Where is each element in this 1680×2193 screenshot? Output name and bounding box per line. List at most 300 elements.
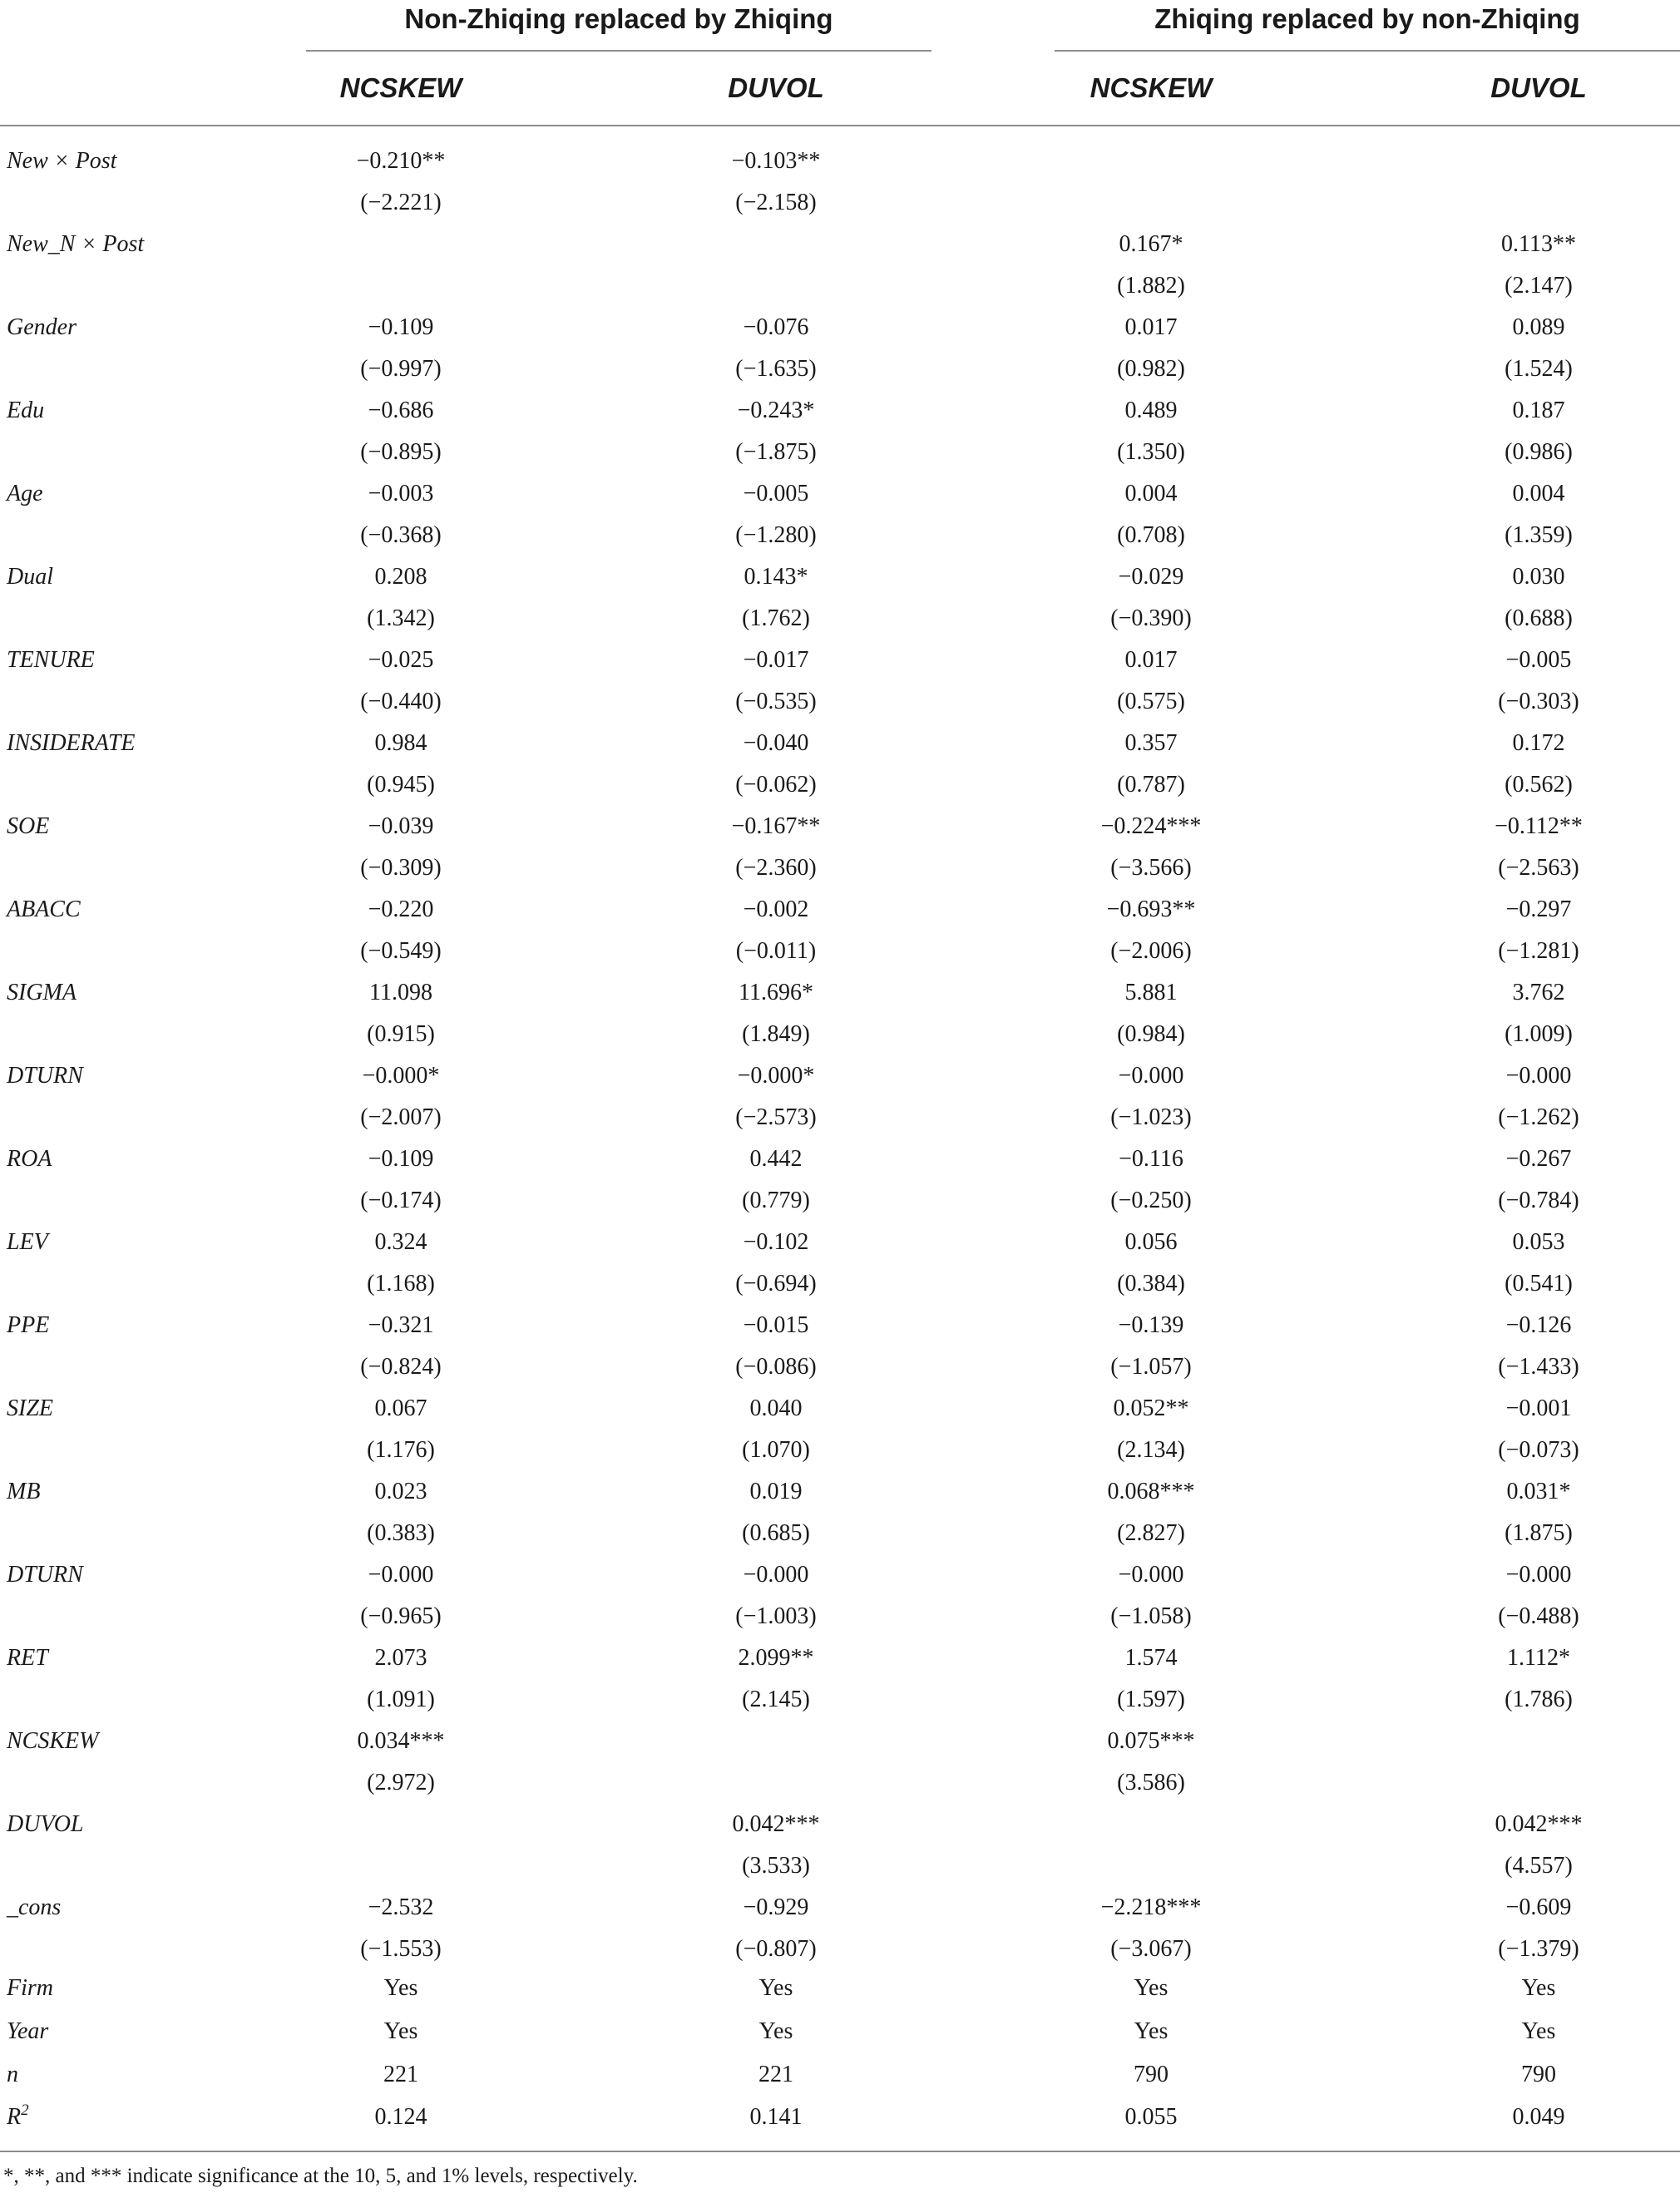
tstat-cell: (−0.174) (360, 1188, 442, 1213)
row-label-text: ROA (7, 1146, 52, 1172)
row-label-text: DTURN (7, 1562, 83, 1588)
value-cell: 0.143* (744, 564, 808, 590)
tstat-row (0, 764, 1680, 806)
tstat-cell: (−0.535) (735, 689, 817, 714)
group-header-non-zhiqing-replaced: Non-Zhiqing replaced by Zhiqing (404, 3, 833, 34)
value-cell: −0.112** (1495, 813, 1583, 839)
value-cell: 0.141 (749, 2104, 803, 2130)
value-cell: 11.696* (739, 980, 813, 1005)
value-cell: 0.034*** (357, 1728, 445, 1754)
value-cell: 0.052** (1113, 1395, 1189, 1421)
tstat-cell: (−0.807) (735, 1936, 817, 1962)
tstat-row (0, 931, 1680, 972)
tstat-row (0, 1845, 1680, 1887)
row-label-text: INSIDERATE (7, 730, 136, 756)
tstat-cell: (3.586) (1117, 1770, 1185, 1795)
value-cell: −0.116 (1119, 1146, 1183, 1172)
row-label (7, 1804, 84, 1845)
tstat-row (0, 1180, 1680, 1222)
value-cell (268, 1804, 534, 1845)
value-cell: −0.000 (743, 1562, 809, 1588)
tstat-cell: (3.533) (742, 1853, 810, 1879)
value-cell: 0.049 (1512, 2104, 1565, 2130)
tstat-cell: (−1.003) (735, 1603, 817, 1629)
value-cell: −0.243* (737, 398, 815, 423)
coefficient-row (0, 1055, 1680, 1097)
row-label-text: Year (7, 2018, 49, 2044)
value-cell: 0.357 (1124, 730, 1178, 756)
tstat-cell: (0.984) (1117, 1021, 1185, 1047)
value-cell: −0.039 (368, 813, 434, 839)
tstat-row (0, 1929, 1680, 1970)
tstat-cell: (−0.440) (360, 689, 442, 714)
tstat-cell: (1.342) (367, 605, 435, 631)
value-cell: −0.000* (362, 1063, 440, 1089)
value-cell (268, 224, 534, 265)
tstat-cell: (−0.965) (360, 1603, 442, 1629)
tstat-cell: (1.597) (1117, 1687, 1185, 1712)
group-rule-left (306, 50, 931, 52)
row-label (7, 2097, 29, 2138)
tstat-cell: (−2.221) (360, 190, 442, 215)
value-cell: 0.004 (1124, 481, 1178, 506)
tstat-cell: (−2.563) (1498, 855, 1579, 881)
tstat-row (0, 1430, 1680, 1471)
value-cell: 0.056 (1124, 1229, 1178, 1255)
row-label (7, 1138, 52, 1180)
tstat-cell: (−0.368) (360, 522, 442, 548)
tstat-cell: (−3.566) (1110, 855, 1192, 881)
coefficient-row (0, 141, 1680, 182)
row-label-text: MB (7, 1479, 41, 1504)
row-label (7, 141, 116, 182)
row-label-text: R (7, 2104, 22, 2130)
value-cell: −0.000 (1118, 1562, 1184, 1588)
tstat-row (0, 1263, 1680, 1305)
value-cell: −0.102 (743, 1229, 809, 1255)
tstat-cell: (0.384) (1117, 1271, 1185, 1297)
value-cell: 1.112* (1507, 1645, 1570, 1671)
summary-row (0, 2054, 1680, 2096)
value-cell: −0.000 (1505, 1562, 1572, 1588)
value-cell: 0.030 (1512, 564, 1565, 590)
tstat-cell: (−0.694) (735, 1271, 817, 1297)
tstat-cell: (4.557) (1505, 1853, 1573, 1879)
value-cell: 0.023 (374, 1479, 427, 1504)
row-label (7, 1637, 48, 1679)
value-cell (643, 224, 909, 265)
tstat-cell: (1.350) (1117, 439, 1185, 465)
tstat-cell: (−1.262) (1498, 1104, 1579, 1130)
value-cell: 0.324 (374, 1229, 427, 1255)
value-cell: −0.000 (1118, 1063, 1184, 1089)
coefficient-row (0, 723, 1680, 764)
row-label (7, 1471, 40, 1513)
tstat-row (0, 182, 1680, 224)
value-cell: −0.015 (743, 1312, 809, 1338)
row-label-text: _cons (7, 1894, 62, 1920)
row-label (7, 556, 53, 598)
tstat-cell: (−1.023) (1110, 1104, 1192, 1130)
value-cell: 0.075*** (1107, 1728, 1195, 1754)
group-rule-right (1055, 50, 1680, 52)
value-cell: Yes (758, 2018, 793, 2044)
value-cell: −0.109 (368, 1146, 434, 1172)
value-cell: −0.000 (1505, 1063, 1572, 1089)
tstat-cell: (−2.573) (735, 1104, 817, 1130)
tstat-cell: (1.524) (1505, 356, 1573, 382)
row-label (7, 806, 49, 847)
tstat-row (0, 432, 1680, 473)
tstat-cell (643, 265, 909, 307)
row-label-text: DTURN (7, 1063, 83, 1089)
tstat-cell: (−0.997) (360, 356, 442, 382)
significance-note: *, **, and *** indicate significance at the 10, 5, and 1% levels, respectively. (3, 2165, 638, 2187)
coefficient-row (0, 889, 1680, 931)
value-cell: 2.073 (374, 1645, 427, 1671)
coefficient-row (0, 972, 1680, 1014)
tstat-cell: (1.009) (1505, 1021, 1573, 1047)
tstat-row (0, 348, 1680, 390)
tstat-cell: (1.762) (742, 605, 810, 631)
value-cell: 0.489 (1124, 398, 1178, 423)
row-label (7, 2011, 48, 2052)
row-label (7, 1055, 83, 1097)
tstat-cell: (−0.011) (735, 938, 817, 964)
value-cell (1406, 141, 1672, 182)
row-label (7, 1305, 49, 1346)
coefficient-row (0, 390, 1680, 432)
tstat-row (0, 681, 1680, 723)
tstat-row (0, 847, 1680, 889)
tstat-cell: (−1.635) (735, 356, 817, 382)
tstat-cell: (−0.073) (1498, 1437, 1579, 1463)
value-cell: −0.109 (368, 314, 434, 340)
tstat-cell: (−1.875) (735, 439, 817, 465)
value-cell: 0.124 (374, 2104, 427, 2130)
value-cell: 0.004 (1512, 481, 1565, 506)
value-cell: 790 (1134, 2062, 1169, 2087)
row-label-text: Age (7, 481, 43, 506)
tstat-cell: (−1.553) (360, 1936, 442, 1962)
tstat-row (0, 1762, 1680, 1804)
tstat-cell: (0.685) (742, 1520, 810, 1546)
row-label-text: n (7, 2062, 18, 2087)
value-cell: −2.218*** (1100, 1894, 1202, 1920)
column-header-duvol-2: DUVOL (1490, 72, 1587, 103)
value-cell: −0.103** (731, 148, 821, 174)
tstat-cell (1018, 1845, 1284, 1887)
value-cell: −0.003 (368, 481, 434, 506)
tstat-cell: (2.145) (742, 1687, 810, 1712)
value-cell: Yes (1134, 1975, 1169, 2001)
value-cell: −0.693** (1106, 896, 1196, 922)
value-cell: 5.881 (1124, 980, 1178, 1005)
tstat-row (0, 598, 1680, 640)
row-label-text: SIZE (7, 1395, 53, 1421)
value-cell: −2.532 (368, 1894, 434, 1920)
row-label (7, 1554, 83, 1596)
value-cell: −0.025 (368, 647, 434, 673)
value-cell: Yes (1521, 2018, 1556, 2044)
row-label-text: SOE (7, 813, 50, 839)
row-label (7, 2054, 18, 2096)
value-cell: 0.053 (1512, 1229, 1565, 1255)
coefficient-row (0, 473, 1680, 515)
row-label (7, 473, 43, 515)
value-cell: −0.267 (1505, 1146, 1572, 1172)
tstat-cell: (−0.086) (735, 1354, 817, 1380)
value-cell: −0.167** (731, 813, 821, 839)
tstat-cell (1406, 182, 1672, 224)
tstat-cell: (1.168) (367, 1271, 435, 1297)
row-label-text: LEV (7, 1229, 48, 1255)
tstat-cell: (1.875) (1505, 1520, 1573, 1546)
tstat-cell: (0.562) (1505, 772, 1573, 798)
value-cell: 0.017 (1124, 647, 1178, 673)
row-label-text: RET (7, 1645, 48, 1671)
column-header-duvol-1: DUVOL (728, 72, 824, 103)
tstat-cell: (−0.390) (1110, 605, 1192, 631)
tstat-cell: (−1.058) (1110, 1603, 1192, 1629)
row-label-text: TENURE (7, 647, 95, 673)
value-cell: 0.042*** (732, 1811, 820, 1837)
value-cell: −0.609 (1505, 1894, 1572, 1920)
value-cell: 2.099** (738, 1645, 814, 1671)
row-label-text: ABACC (7, 896, 81, 922)
coefficient-row (0, 307, 1680, 348)
row-label-superscript: 2 (21, 2102, 29, 2119)
coefficient-row (0, 1471, 1680, 1513)
tstat-cell: (0.575) (1117, 689, 1185, 714)
tstat-cell: (1.849) (742, 1021, 810, 1047)
value-cell: −0.000* (737, 1063, 815, 1089)
row-label (7, 1222, 48, 1263)
value-cell: 11.098 (369, 980, 432, 1005)
value-cell (1018, 141, 1284, 182)
value-cell: −0.126 (1505, 1312, 1572, 1338)
row-label (7, 723, 136, 764)
value-cell: 0.089 (1512, 314, 1565, 340)
tstat-cell: (1.359) (1505, 522, 1573, 548)
tstat-cell: (1.070) (742, 1437, 810, 1463)
value-cell: 0.442 (749, 1146, 803, 1172)
row-label (7, 972, 77, 1014)
tstat-cell: (−0.549) (360, 938, 442, 964)
tstat-cell (1018, 182, 1284, 224)
value-cell: −0.005 (743, 481, 809, 506)
tstat-cell: (−1.281) (1498, 938, 1579, 964)
tstat-cell: (0.986) (1505, 439, 1573, 465)
tstat-row (0, 1679, 1680, 1721)
value-cell: 0.068*** (1107, 1479, 1195, 1504)
row-label (7, 1968, 53, 2009)
tstat-row (0, 1014, 1680, 1055)
row-label-text: PPE (7, 1312, 50, 1338)
tstat-cell (268, 1845, 534, 1887)
summary-row (0, 2097, 1680, 2138)
row-label (7, 224, 144, 265)
tstat-cell: (0.945) (367, 772, 435, 798)
tstat-cell: (0.708) (1117, 522, 1185, 548)
tstat-cell: (0.383) (367, 1520, 435, 1546)
tstat-cell: (0.787) (1117, 772, 1185, 798)
row-label (7, 640, 95, 681)
value-cell: 0.040 (749, 1395, 803, 1421)
row-label-text: Gender (7, 314, 77, 340)
value-cell: 0.055 (1124, 2104, 1178, 2130)
tstat-row (0, 1513, 1680, 1554)
value-cell: Yes (1521, 1975, 1556, 2001)
row-label-text: SIGMA (7, 980, 77, 1005)
value-cell: 0.187 (1512, 398, 1565, 423)
tstat-cell: (1.176) (367, 1437, 435, 1463)
value-cell: −0.686 (368, 398, 434, 423)
tstat-row (0, 1346, 1680, 1388)
tstat-cell (268, 265, 534, 307)
row-label-text: New_N × Post (7, 231, 145, 257)
value-cell: 0.019 (749, 1479, 803, 1504)
value-cell: 0.042*** (1495, 1811, 1583, 1837)
tstat-cell: (−1.433) (1498, 1354, 1579, 1380)
tstat-cell: (1.882) (1117, 273, 1185, 299)
value-cell: −0.220 (368, 896, 434, 922)
tstat-cell: (−2.007) (360, 1104, 442, 1130)
row-label-text: NCSKEW (7, 1728, 99, 1754)
tstat-cell: (−0.895) (360, 439, 442, 465)
tstat-cell: (−1.280) (735, 522, 817, 548)
value-cell: 0.172 (1512, 730, 1565, 756)
coefficient-row (0, 640, 1680, 681)
tstat-cell: (−0.303) (1498, 689, 1579, 714)
tstat-cell: (0.982) (1117, 356, 1185, 382)
value-cell: 0.167* (1119, 231, 1183, 257)
value-cell: 1.574 (1124, 1645, 1178, 1671)
tstat-cell: (0.779) (742, 1188, 810, 1213)
tstat-row (0, 515, 1680, 556)
value-cell: −0.224*** (1100, 813, 1202, 839)
row-label-text: Dual (7, 564, 53, 590)
tstat-cell: (−0.250) (1110, 1188, 1192, 1213)
value-cell: −0.139 (1118, 1312, 1184, 1338)
coefficient-row (0, 1305, 1680, 1346)
value-cell: −0.321 (368, 1312, 434, 1338)
value-cell: 0.984 (374, 730, 427, 756)
row-label (7, 390, 44, 432)
value-cell: 0.017 (1124, 314, 1178, 340)
value-cell: −0.002 (743, 896, 809, 922)
bottom-rule (0, 2151, 1680, 2152)
value-cell: −0.210** (356, 148, 446, 174)
tstat-cell: (−1.379) (1498, 1936, 1579, 1962)
tstat-cell (1406, 1762, 1672, 1804)
coefficient-row (0, 556, 1680, 598)
tstat-cell: (0.541) (1505, 1271, 1573, 1297)
row-label-text: New × Post (7, 148, 117, 174)
value-cell: Yes (1134, 2018, 1169, 2044)
row-label-text: Firm (7, 1975, 53, 2001)
value-cell: 790 (1521, 2062, 1556, 2087)
coefficient-row (0, 1554, 1680, 1596)
tstat-cell (643, 1762, 909, 1804)
tstat-row (0, 265, 1680, 307)
summary-row (0, 2011, 1680, 2052)
coefficient-row (0, 1887, 1680, 1929)
summary-row (0, 1968, 1680, 2009)
coefficient-row (0, 806, 1680, 847)
value-cell: 0.031* (1506, 1479, 1571, 1504)
value-cell: 221 (758, 2062, 793, 2087)
tstat-row (0, 1097, 1680, 1138)
tstat-cell: (2.972) (367, 1770, 435, 1795)
value-cell: Yes (758, 1975, 793, 2001)
tstat-row (0, 1596, 1680, 1637)
tstat-cell: (−1.057) (1110, 1354, 1192, 1380)
coefficient-row (0, 1388, 1680, 1430)
value-cell: Yes (383, 2018, 418, 2044)
row-label (7, 1887, 61, 1929)
value-cell: −0.000 (368, 1562, 434, 1588)
coefficient-row (0, 1721, 1680, 1762)
row-label (7, 307, 77, 348)
value-cell: −0.076 (743, 314, 809, 340)
tstat-cell: (2.827) (1117, 1520, 1185, 1546)
value-cell: −0.017 (743, 647, 809, 673)
tstat-cell: (1.786) (1505, 1687, 1573, 1712)
value-cell: −0.005 (1505, 647, 1572, 673)
tstat-cell: (2.134) (1117, 1437, 1185, 1463)
group-header-zhiqing-replaced: Zhiqing replaced by non-Zhiqing (1154, 3, 1580, 34)
value-cell: 0.113** (1501, 231, 1576, 257)
row-label-text: DUVOL (7, 1811, 84, 1837)
coefficient-row (0, 1138, 1680, 1180)
tstat-cell: (0.688) (1505, 605, 1573, 631)
value-cell: 221 (383, 2062, 418, 2087)
coefficient-row (0, 1637, 1680, 1679)
header-rule (0, 125, 1680, 126)
value-cell: 0.208 (374, 564, 427, 590)
tstat-cell: (−2.360) (735, 855, 817, 881)
row-label (7, 1721, 98, 1762)
coefficient-row (0, 224, 1680, 265)
tstat-cell: (−3.067) (1110, 1936, 1192, 1962)
tstat-cell: (0.915) (367, 1021, 435, 1047)
value-cell: −0.929 (743, 1894, 809, 1920)
tstat-cell: (−0.309) (360, 855, 442, 881)
value-cell (643, 1721, 909, 1762)
tstat-cell: (2.147) (1505, 273, 1573, 299)
coefficient-row (0, 1804, 1680, 1845)
tstat-cell: (−2.006) (1110, 938, 1192, 964)
row-label (7, 889, 81, 931)
column-header-ncskew-1: NCSKEW (339, 72, 462, 103)
value-cell: −0.297 (1505, 896, 1572, 922)
tstat-cell: (−0.784) (1498, 1188, 1579, 1213)
value-cell: −0.040 (743, 730, 809, 756)
tstat-cell: (1.091) (367, 1687, 435, 1712)
value-cell (1018, 1804, 1284, 1845)
tstat-cell: (−0.488) (1498, 1603, 1579, 1629)
value-cell: −0.001 (1505, 1395, 1572, 1421)
tstat-cell: (−0.824) (360, 1354, 442, 1380)
tstat-cell: (−2.158) (735, 190, 817, 215)
value-cell: 3.762 (1512, 980, 1565, 1005)
value-cell (1406, 1721, 1672, 1762)
coefficient-row (0, 1222, 1680, 1263)
value-cell: 0.067 (374, 1395, 427, 1421)
row-label-text: Edu (7, 398, 45, 423)
value-cell: Yes (383, 1975, 418, 2001)
